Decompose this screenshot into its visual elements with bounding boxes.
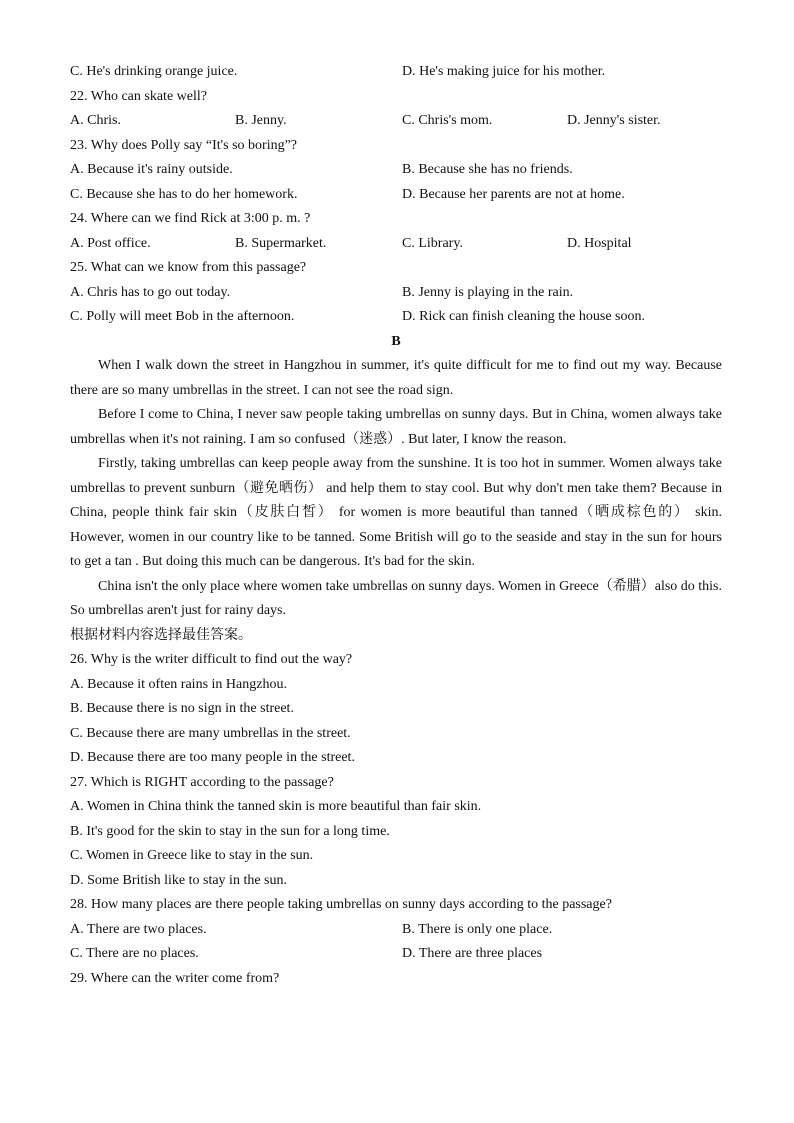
option-text: A. There are two places. [70,921,207,937]
text-line: 22. Who can skate well? [70,88,207,104]
text-line: C. Women in Greece like to stay in the sun. [70,848,314,863]
text-line: D. Some British like to stay in the sun. [70,872,287,888]
text-line: A. Because it often rains in Hangzhou. [70,676,287,692]
text-line: 26. Why is the writer difficult to find out the way? [70,652,353,667]
text-line: 根据材料内容选择最佳答案。 [70,627,252,643]
option-text: D. Rick can finish cleaning the house soon. [402,309,646,324]
options-row [70,305,722,330]
text-line: C. Because there are many umbrellas in the street. [70,725,351,741]
option-text: B. Jenny is playing in the rain. [402,284,574,300]
option-text: B. Because she has no friends. [402,162,573,177]
text-line: 23. Why does Polly say “It's so boring”? [70,137,298,153]
option-text: D. There are three places [402,946,543,961]
options-row [70,918,722,943]
document-content [70,60,722,991]
options-row [70,281,722,306]
text-line: B. It's good for the skin to stay in the sun for a long time. [70,823,390,839]
options-row [70,183,722,208]
text-line: A. Women in China think the tanned skin is more beautiful than fair skin. [70,799,482,814]
option-text: A. Post office. [70,235,151,251]
text-line: 28. How many places are there people taking umbrellas on sunny days according to the passage? [70,897,612,912]
option-text: C. Library. [402,235,463,251]
options-row [70,942,722,967]
text-line: D. Because there are too many people in the street. [70,750,355,765]
option-text: D. Hospital [567,235,632,251]
passage-paragraph: Before I come to China, I never saw people taking umbrellas on sunny days. But in China, women always take umbrellas when it's not raining. I am so confused（迷惑）. But later, I know the reason. [70,407,722,447]
option-text: C. Because she has to do her homework. [70,186,298,202]
option-text: C. He's drinking orange juice. [70,64,238,79]
options-row [70,232,722,257]
option-text: C. Chris's mom. [402,113,493,128]
option-text: A. Chris has to go out today. [70,284,231,300]
option-text: D. Because her parents are not at home. [402,186,625,202]
option-text: B. Supermarket. [235,235,327,251]
passage-paragraph: China isn't the only place where women take umbrellas on sunny days. Women in Greece（希腊）also do this. So umbrellas aren't just for rainy days. [70,578,723,618]
passage-paragraph: When I walk down the street in Hangzhou in summer, it's quite difficult for me to find out my way. Because there are so many umbrellas in the street. I can not see the road sign. [70,358,722,398]
option-text: B. There is only one place. [402,921,553,937]
option-text: D. Jenny's sister. [567,113,661,128]
options-row [70,109,722,134]
text-line: B. Because there is no sign in the street. [70,701,294,716]
option-text: C. Polly will meet Bob in the afternoon. [70,309,295,324]
options-row [70,158,722,183]
section-label: B [391,333,401,349]
option-text: B. Jenny. [235,113,287,128]
text-line: 24. Where can we find Rick at 3:00 p. m. ? [70,211,311,226]
options-row [70,60,722,85]
option-text: A. Chris. [70,113,121,128]
text-line: 25. What can we know from this passage? [70,260,307,275]
text-line: 29. Where can the writer come from? [70,970,280,986]
option-text: D. He's making juice for his mother. [402,64,606,79]
option-text: A. Because it's rainy outside. [70,162,233,177]
option-text: C. There are no places. [70,946,199,961]
passage-paragraph: Firstly, taking umbrellas can keep people away from the sunshine. It is too hot in summer. Women always take umbrellas to prevent sunburn（避免晒伤） and help them to stay cool. But why don't men take them? Because in China, people think fair skin（皮肤白皙） for women is more beautiful than tanned（晒成棕色的） skin. However, women in our country like to be tanned. Some British will go to the seaside and stay in the sun for hours to get a tan . But doing this much can be dangerous. It's bad for the skin. [70,456,722,569]
text-line: 27. Which is RIGHT according to the passage? [70,774,334,790]
